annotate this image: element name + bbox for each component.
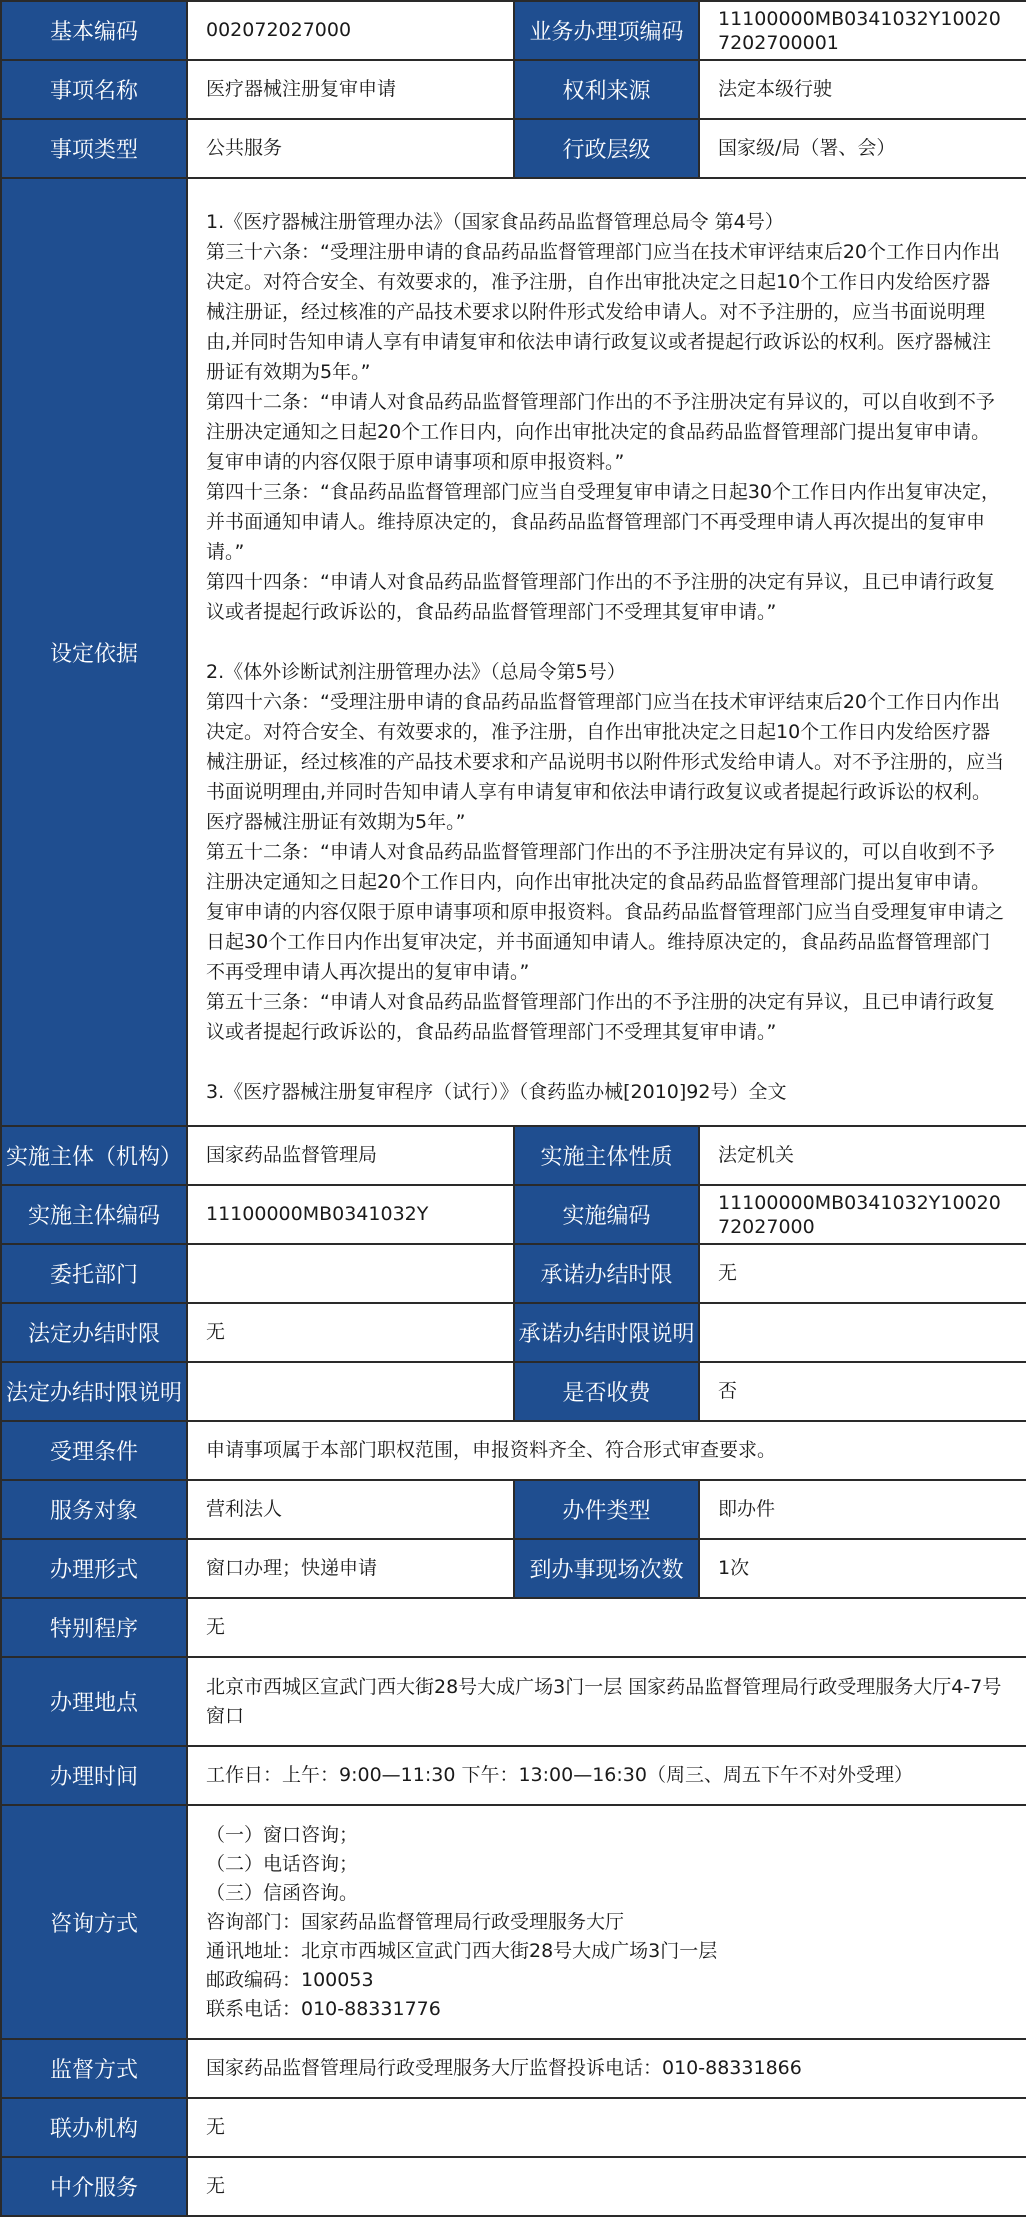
service-object-label: 服务对象	[1, 1480, 187, 1539]
row-codes	[1, 1, 1026, 60]
charge-label: 是否收费	[514, 1362, 699, 1421]
consult-postcode: 邮政编码：100053	[206, 1968, 374, 1991]
row-legal-limit	[1, 1303, 1026, 1362]
office-hours-value: 工作日：上午：9:00—11:30 下午：13:00—16:30（周三、周五下午不对外受理）	[187, 1746, 1026, 1805]
item-type-value: 公共服务	[187, 119, 514, 178]
special-procedure-label: 特别程序	[1, 1598, 187, 1657]
consult-value	[187, 1805, 1026, 2039]
impl-code-value: 11100000MB0341032Y1002072027000	[699, 1185, 1026, 1244]
row-consult	[1, 1805, 1026, 2039]
joint-agency-label: 联办机构	[1, 2098, 187, 2157]
intermediary-value: 无	[187, 2157, 1026, 2216]
admin-level-label: 行政层级	[514, 119, 699, 178]
consult-line: （三）信函咨询。	[206, 1881, 359, 1904]
impl-subject-label: 实施主体（机构）	[1, 1126, 187, 1185]
service-object-value: 营利法人	[187, 1480, 514, 1539]
consult-label: 咨询方式	[1, 1805, 187, 2039]
handling-type-label: 办件类型	[514, 1480, 699, 1539]
row-service-object	[1, 1480, 1026, 1539]
right-source-value: 法定本级行驶	[699, 60, 1026, 119]
visit-count-value: 1次	[699, 1539, 1026, 1598]
impl-subject-nature-label: 实施主体性质	[514, 1126, 699, 1185]
entrusted-dept-label: 委托部门	[1, 1244, 187, 1303]
law1-article44: 第四十四条：“申请人对食品药品监督管理部门作出的不予注册的决定有异议，且已申请行政复议或者提起行政诉讼的，食品药品监督管理部门不受理其复审申请。”	[206, 571, 995, 623]
basic-code-label: 基本编码	[1, 1, 187, 60]
visit-count-label: 到办事现场次数	[514, 1539, 699, 1598]
impl-code-label: 实施编码	[514, 1185, 699, 1244]
promised-time-note-label: 承诺办结时限说明	[514, 1303, 699, 1362]
supervision-label: 监督方式	[1, 2039, 187, 2098]
row-type	[1, 119, 1026, 178]
law2-article53: 第五十三条：“申请人对食品药品监督管理部门作出的不予注册的决定有异议，且已申请行政复议或者提起行政诉讼的，食品药品监督管理部门不受理其复审申请。”	[206, 991, 995, 1043]
row-joint-agency	[1, 2098, 1026, 2157]
consult-line: （二）电话咨询；	[206, 1852, 359, 1875]
row-name	[1, 60, 1026, 119]
handling-form-value: 窗口办理；快递申请	[187, 1539, 514, 1598]
law3-title: 3.《医疗器械注册复审程序（试行）》（食药监办械[2010]92号）全文	[206, 1081, 787, 1103]
impl-subject-nature-value: 法定机关	[699, 1126, 1026, 1185]
office-hours-label: 办理时间	[1, 1746, 187, 1805]
handling-type-value: 即办件	[699, 1480, 1026, 1539]
row-office-hours	[1, 1746, 1026, 1805]
row-entrusted	[1, 1244, 1026, 1303]
row-accept	[1, 1421, 1026, 1480]
consult-line: （一）窗口咨询；	[206, 1823, 359, 1846]
basis-text	[187, 178, 1026, 1126]
row-supervision	[1, 2039, 1026, 2098]
law1-article42: 第四十二条：“申请人对食品药品监督管理部门作出的不予注册决定有异议的，可以自收到不予注册决定通知之日起20个工作日内，向作出审批决定的食品药品监督管理部门提出复审申请。复审申请的内容仅限于原申请事项和原申报资料。”	[206, 391, 995, 473]
accept-conditions-label: 受理条件	[1, 1421, 187, 1480]
row-special	[1, 1598, 1026, 1657]
legal-time-limit-label: 法定办结时限	[1, 1303, 187, 1362]
legal-time-note-value	[187, 1362, 514, 1421]
location-value: 北京市西城区宣武门西大街28号大成广场3门一层 国家药品监督管理局行政受理服务大厅4-7号窗口	[187, 1657, 1026, 1746]
special-procedure-value: 无	[187, 1598, 1026, 1657]
law1-article36: 第三十六条：“受理注册申请的食品药品监督管理部门应当在技术审评结束后20个工作日内作出决定。对符合安全、有效要求的，准予注册，自作出审批决定之日起10个工作日内发给医疗器械注册证，经过核准的产品技术要求以附件形式发给申请人。对不予注册的，应当书面说明理由,并同时告知申请人享有申请复审和依法申请行政复议或者提起行政诉讼的权利。医疗器械注册证有效期为5年。”	[206, 241, 1001, 383]
promised-time-limit-label: 承诺办结时限	[514, 1244, 699, 1303]
basis-label: 设定依据	[1, 178, 187, 1126]
promised-time-limit-value: 无	[699, 1244, 1026, 1303]
accept-conditions-value: 申请事项属于本部门职权范围，申报资料齐全、符合形式审查要求。	[187, 1421, 1026, 1480]
item-name-value: 医疗器械注册复审申请	[187, 60, 514, 119]
joint-agency-value: 无	[187, 2098, 1026, 2157]
law2-title: 2.《体外诊断试剂注册管理办法》（总局令第5号）	[206, 661, 626, 683]
legal-time-limit-value: 无	[187, 1303, 514, 1362]
row-impl-subject	[1, 1126, 1026, 1185]
business-code-label: 业务办理项编码	[514, 1, 699, 60]
row-impl-code	[1, 1185, 1026, 1244]
row-handling-form	[1, 1539, 1026, 1598]
row-intermediary	[1, 2157, 1026, 2216]
row-basis	[1, 178, 1026, 1126]
consult-phone: 联系电话：010-88331776	[206, 1997, 441, 2020]
impl-subject-code-label: 实施主体编码	[1, 1185, 187, 1244]
supervision-value: 国家药品监督管理局行政受理服务大厅监督投诉电话：010-88331866	[187, 2039, 1026, 2098]
item-type-label: 事项类型	[1, 119, 187, 178]
item-name-label: 事项名称	[1, 60, 187, 119]
business-code-value: 11100000MB0341032Y100207202700001	[699, 1, 1026, 60]
law1-article43: 第四十三条：“食品药品监督管理部门应当自受理复审申请之日起30个工作日内作出复审决定，并书面通知申请人。维持原决定的，食品药品监督管理部门不再受理申请人再次提出的复审申请。”	[206, 481, 1001, 563]
location-label: 办理地点	[1, 1657, 187, 1746]
impl-subject-value: 国家药品监督管理局	[187, 1126, 514, 1185]
basic-code-value: 002072027000	[187, 1, 514, 60]
consult-dept: 咨询部门：国家药品监督管理局行政受理服务大厅	[206, 1910, 625, 1933]
intermediary-label: 中介服务	[1, 2157, 187, 2216]
row-legal-note	[1, 1362, 1026, 1421]
promised-time-note-value	[699, 1303, 1026, 1362]
charge-value: 否	[699, 1362, 1026, 1421]
row-location	[1, 1657, 1026, 1746]
entrusted-dept-value	[187, 1244, 514, 1303]
admin-level-value: 国家级/局（署、会）	[699, 119, 1026, 178]
right-source-label: 权利来源	[514, 60, 699, 119]
law2-article52: 第五十二条：“申请人对食品药品监督管理部门作出的不予注册决定有异议的，可以自收到不予注册决定通知之日起20个工作日内，向作出审批决定的食品药品监督管理部门提出复审申请。复审申请的内容仅限于原申请事项和原申报资料。食品药品监督管理部门应当自受理复审申请之日起30个工作日内作出复审决定，并书面通知申请人。维持原决定的，食品药品监督管理部门不再受理申请人再次提出的复审申请。”	[206, 841, 1005, 983]
legal-time-note-label: 法定办结时限说明	[1, 1362, 187, 1421]
impl-subject-code-value: 11100000MB0341032Y	[187, 1185, 514, 1244]
law1-title: 1.《医疗器械注册管理办法》（国家食品药品监督管理总局令 第4号）	[206, 211, 784, 233]
law2-article46: 第四十六条：“受理注册申请的食品药品监督管理部门应当在技术审评结束后20个工作日内作出决定。对符合安全、有效要求的，准予注册，自作出审批决定之日起10个工作日内发给医疗器械注册证，经过核准的产品技术要求和产品说明书以附件形式发给申请人。对不予注册的，应当书面说明理由,并同时告知申请人享有申请复审和依法申请行政复议或者提起行政诉讼的权利。医疗器械注册证有效期为5年。”	[206, 691, 1005, 833]
consult-address: 通讯地址：北京市西城区宣武门西大街28号大成广场3门一层	[206, 1939, 718, 1962]
handling-form-label: 办理形式	[1, 1539, 187, 1598]
